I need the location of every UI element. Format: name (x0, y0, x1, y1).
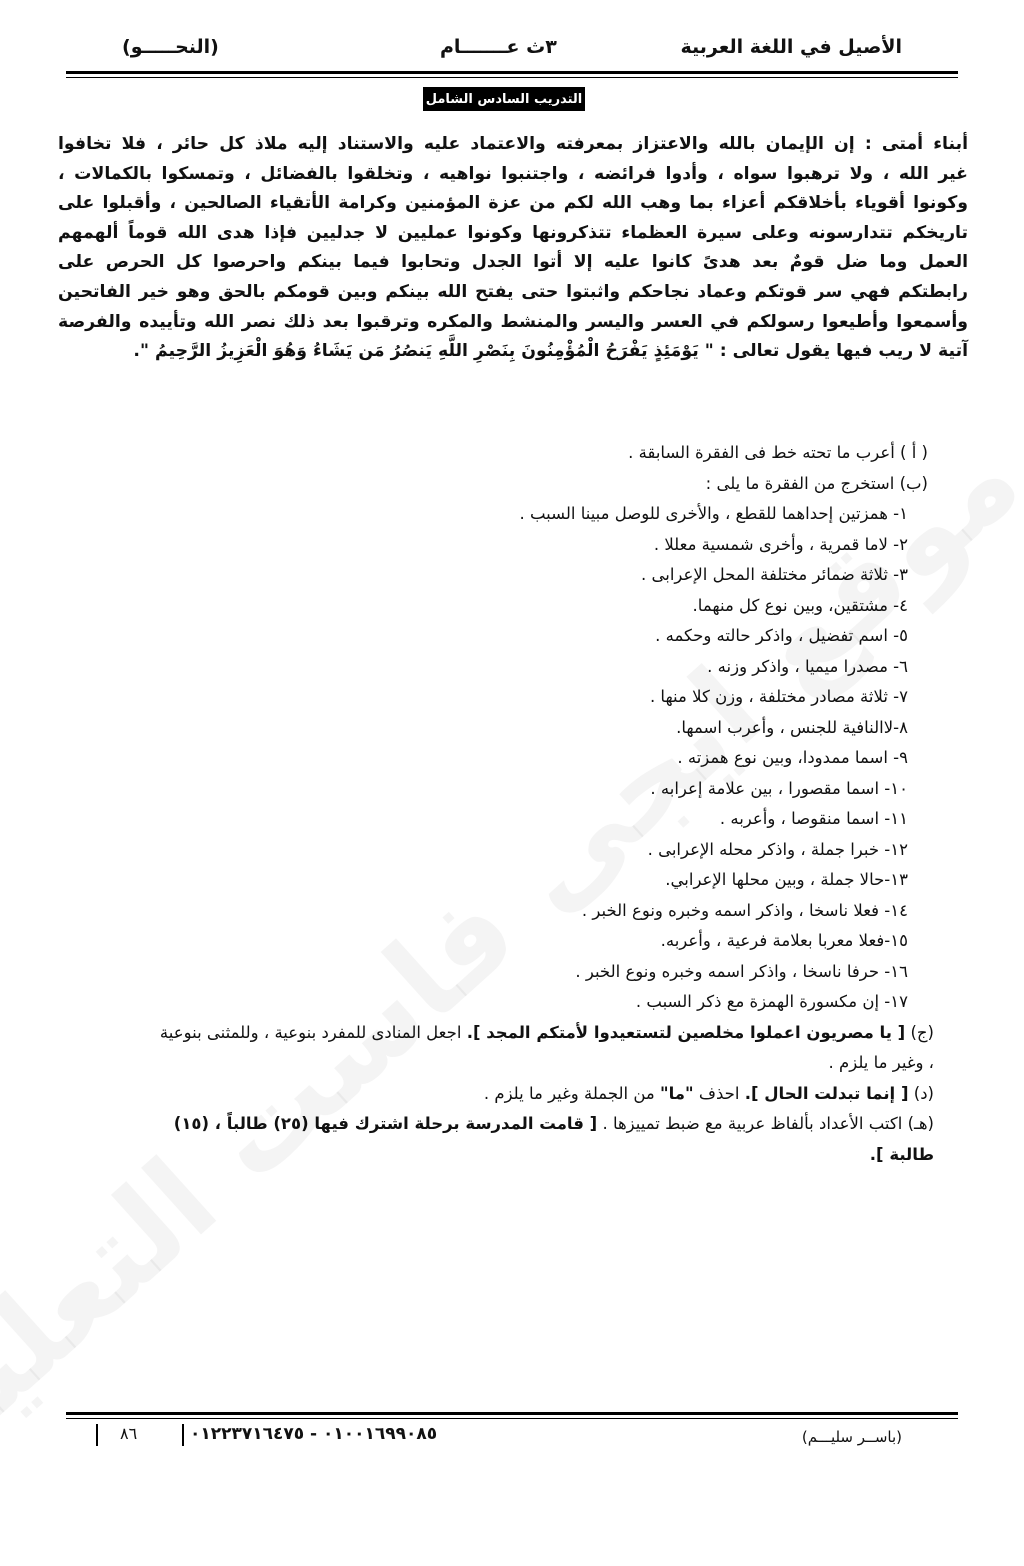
question-e-label: (هـ) (907, 1114, 934, 1133)
question-e-instruction: اكتب الأعداد بألفاظ عربية مع ضبط تمييزها . (602, 1114, 903, 1133)
question-e-sentence: [ قامت المدرسة برحلة اشترك فيها (٢٥) طالباً ، (١٥) (173, 1114, 598, 1133)
question-d-instruction-2: من الجملة وغير ما يلزم . (483, 1083, 655, 1103)
question-b-item: ٣- ثلاثة ضمائر مختلفة المحل الإعرابى . (641, 565, 908, 584)
question-d (40, 1079, 968, 1110)
question-e-sentence-end: طالبة ]. (869, 1144, 934, 1164)
question-b-intro: (ب) استخرج من الفقرة ما يلى : (705, 473, 928, 493)
question-b-item: ٥- اسم تفضيل ، واذكر حالته وحكمه . (655, 626, 908, 645)
question-b-item: ١٤- فعلا ناسخا ، واذكر اسمه وخبره ونوع الخبر . (581, 900, 908, 920)
question-b-item: ١٣-حالا جملة ، وبين محلها الإعرابي. (665, 870, 908, 889)
questions (40, 438, 968, 1170)
question-b-item: ١٢- خبرا جملة ، واذكر محله الإعرابى . (647, 839, 908, 859)
question-d-quoted-word: "ما" (660, 1083, 694, 1103)
question-c-sentence: [ يا مصريون اعملوا مخلصين لتستعيدوا لأمتكم المجد ]. (466, 1022, 906, 1042)
question-b-item: ١٧- إن مكسورة الهمزة مع ذكر السبب . (635, 992, 908, 1011)
question-b-item: ١- همزتين إحداهما للقطع ، والأخرى للوصل مبينا السبب . (519, 504, 908, 523)
book-title: الأصيل في اللغة العربية (680, 36, 902, 58)
passage-line: وكونوا أقوياء بأخلاقكم أعزاء بما وهب الله لكم من عزة المؤمنين وكرامة الأتقياء الصالحين ، وأقبلوا على (58, 193, 968, 214)
question-b-item: ٧- ثلاثة مصادر مختلفة ، وزن كلا منها . (649, 687, 908, 706)
question-b-item: ٩- اسما ممدودا، وبين نوع همزته . (677, 748, 908, 767)
question-e (40, 1109, 968, 1140)
question-d-label: (د) (913, 1083, 934, 1103)
question-a: ( أ ) أعرب ما تحته خط فى الفقرة السابقة . (628, 443, 928, 462)
passage-line: غير الله ، ولا ترهبوا سواه ، وأدوا فرائضه ، واجتنبوا نواهيه ، وتخلقوا بالفضائل ، وتمسكوا بالكمالات ، (58, 163, 968, 184)
passage-line: أبناء أمتى : إن الإيمان بالله والاعتزاز بمعرفته والاعتماد عليه والاستناد إليه ملاذ كل حائر ، فلا تخافوا (58, 134, 968, 154)
question-c-label: (ج) (910, 1022, 934, 1042)
question-c-instruction: اجعل المنادى للمفرد بنوعية ، وللمثنى بنوعية (159, 1022, 462, 1042)
question-b-item: ٢- لاما قمرية ، وأخرى شمسية معللا . (653, 534, 908, 554)
passage-line: آتية لا ريب فيها يقول تعالى : " يَوْمَئِذٍ يَفْرَحُ الْمُؤْمِنُونَ بِنَصْرِ اللَّهِ يَنصُرُ مَن يَشَاءُ وَهُوَ الْعَزِيزُ الرَّحِيمُ ". (133, 341, 968, 362)
question-d-instruction-1: احذف (698, 1083, 740, 1103)
subject-label: (النحـــــو) (122, 36, 219, 58)
footer-rule-thick (66, 1412, 958, 1415)
question-c (40, 1018, 968, 1049)
question-e-continued (40, 1140, 968, 1171)
question-d-sentence: [ إنما تبدلت الحال ]. (744, 1083, 909, 1103)
header-rule-thick (66, 71, 958, 74)
passage (58, 130, 968, 367)
question-b-item: ١٦- حرفا ناسخا ، واذكر اسمه وخبره ونوع الخبر . (575, 961, 908, 981)
phone-numbers: ٠١٠٠١٦٩٩٠٨٥ - ٠١٢٢٣٧١٦٤٧٥ (190, 1424, 438, 1444)
question-b-item: ١٥-فعلا معربا بعلامة فرعية ، وأعربه. (660, 931, 908, 950)
page-number: ٨٦ (120, 1424, 138, 1443)
section-title: التدريب السادس الشامل (423, 87, 585, 111)
passage-line: رابطتكم فهي سر قوتكم وعماد نجاحكم واثبتوا حتى يفتح الله بينكم وبين قومكم بالحق وهو خير الفاتحين (58, 281, 968, 302)
question-b-item: ٨-لاالنافية للجنس ، وأعرب اسمها. (676, 717, 908, 737)
page-number-box (96, 1424, 184, 1446)
footer-rule-thin (66, 1418, 958, 1419)
grade-label: ٣ث عـــــــام (440, 36, 557, 58)
question-b-item: ١٠- اسما مقصورا ، بين علامة إعرابه . (650, 778, 908, 798)
passage-line: العمل وما ضل قومٌ بعد هدىً كانوا عليه إلا أتوا الجدل وتحابوا فيما بينكم واحرصوا كل الحرص على (58, 252, 968, 273)
passage-line: تاريخكم تتدارسونه وعلى سيرة العظماء تتذكرونها وكونوا عمليين لا جدليين فإذا هدى الله قوماً ألهمهم (58, 222, 968, 243)
passage-line: وأسمعوا وأطيعوا رسولكم في العسر واليسر والمنشط والمكره وترقبوا بعد ذلك نصر الله وتأييده والفرصة (58, 311, 968, 332)
author-name: (باســر سليـــم) (801, 1428, 902, 1446)
header-rule-thin (66, 77, 958, 78)
question-b-item: ١١- اسما منقوصا ، وأعربه . (719, 809, 908, 828)
question-b-item: ٦- مصدرا ميميا ، واذكر وزنه . (707, 656, 908, 676)
question-c-continued: ، وغير ما يلزم . (828, 1053, 934, 1072)
question-b-item: ٤- مشتقين، وبين نوع كل منهما. (692, 595, 908, 615)
